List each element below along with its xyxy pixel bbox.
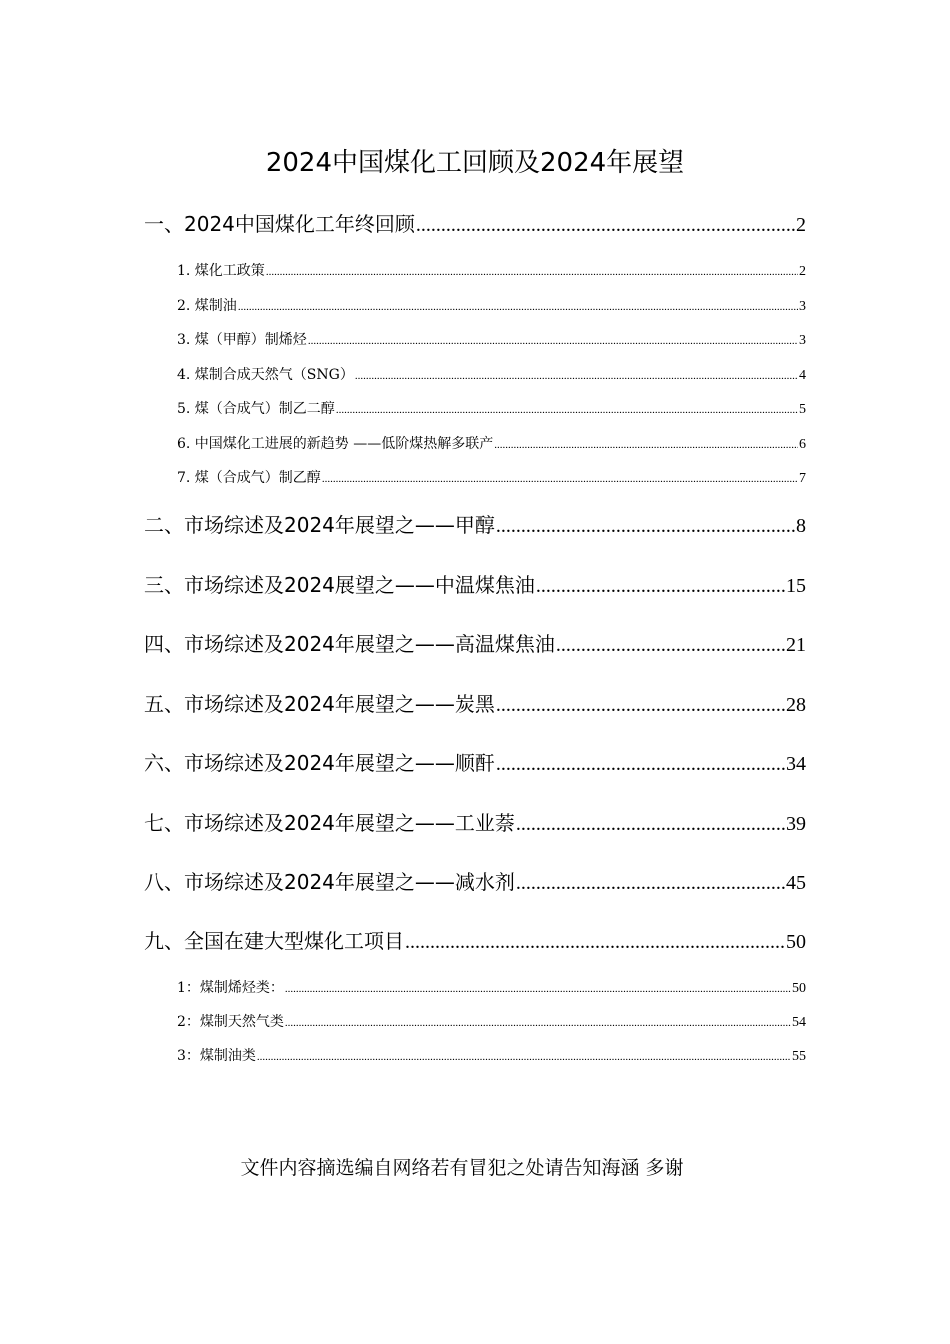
toc-entry-text: 1：煤制烯烃类： bbox=[177, 980, 284, 996]
toc-entry-text: 二、市场综述及2024年展望之——甲醇 bbox=[144, 513, 495, 537]
toc-entry-subsection[interactable] bbox=[177, 434, 806, 455]
toc-dot-leader bbox=[238, 297, 798, 317]
toc-entry-text: 6. 中国煤化工进展的新趋势 ——低阶煤热解多联产 bbox=[177, 436, 494, 452]
toc-page-number: 34 bbox=[786, 753, 806, 775]
toc-entry-section-3[interactable] bbox=[144, 570, 806, 601]
toc-dot-leader bbox=[496, 749, 785, 779]
toc-entry-section-9[interactable] bbox=[144, 926, 806, 957]
toc-dot-leader bbox=[285, 979, 791, 999]
toc-entry-text: 7. 煤（合成气）制乙醇 bbox=[177, 470, 321, 486]
toc-entry-text: 一、2024中国煤化工年终回顾 bbox=[144, 212, 415, 236]
toc-entry-section-2[interactable] bbox=[144, 510, 806, 541]
toc-dot-leader bbox=[266, 262, 798, 282]
toc-entry-section-7[interactable] bbox=[144, 808, 806, 839]
toc-dot-leader bbox=[285, 1013, 791, 1033]
toc-page-number: 8 bbox=[796, 515, 806, 537]
toc-dot-leader bbox=[536, 571, 785, 601]
toc-dot-leader bbox=[336, 400, 798, 420]
toc-dot-leader bbox=[308, 331, 798, 351]
toc-entry-subsection[interactable] bbox=[177, 296, 806, 317]
toc-entry-section-5[interactable] bbox=[144, 689, 806, 720]
toc-entry-subsection[interactable] bbox=[177, 365, 806, 386]
toc-page-number: 50 bbox=[792, 981, 806, 996]
toc-entry-text: 六、市场综述及2024年展望之——顺酐 bbox=[144, 751, 495, 775]
toc-entry-section-8[interactable] bbox=[144, 867, 806, 898]
toc-entry-text: 八、市场综述及2024年展望之——减水剂 bbox=[144, 870, 515, 894]
toc-entry-subsection[interactable] bbox=[177, 978, 806, 999]
toc-entry-subsection[interactable] bbox=[177, 1046, 806, 1067]
toc-dot-leader bbox=[496, 690, 785, 720]
toc-entry-text: 4. 煤制合成天然气（SNG） bbox=[177, 367, 354, 383]
toc-entry-subsection[interactable] bbox=[177, 261, 806, 282]
toc-dot-leader bbox=[322, 469, 798, 489]
toc-entry-subsection[interactable] bbox=[177, 1012, 806, 1033]
toc-page-number: 50 bbox=[786, 931, 806, 953]
toc-page-number: 21 bbox=[786, 634, 806, 656]
toc-page-number: 15 bbox=[786, 575, 806, 597]
toc-entry-text: 四、市场综述及2024年展望之——高温煤焦油 bbox=[144, 632, 555, 656]
toc-dot-leader bbox=[355, 366, 798, 386]
toc-entry-text: 五、市场综述及2024年展望之——炭黑 bbox=[144, 692, 495, 716]
toc-dot-leader bbox=[257, 1047, 791, 1067]
toc-entry-text: 3：煤制油类 bbox=[177, 1048, 256, 1064]
footer-disclaimer: 文件内容摘选编自网络若有冒犯之处请告知海涵 多谢 bbox=[240, 1157, 684, 1179]
toc-entry-text: 三、市场综述及2024展望之——中温煤焦油 bbox=[144, 573, 535, 597]
toc-entry-section-6[interactable] bbox=[144, 748, 806, 779]
toc-entry-section-1[interactable] bbox=[144, 209, 806, 240]
document-title: 2024中国煤化工回顾及2024年展望 bbox=[265, 148, 685, 178]
toc-page-number: 5 bbox=[799, 402, 806, 417]
toc-dot-leader bbox=[556, 630, 785, 660]
toc-page-number: 3 bbox=[799, 333, 806, 348]
toc-entry-subsection[interactable] bbox=[177, 330, 806, 351]
toc-entry-text: 九、全国在建大型煤化工项目 bbox=[144, 929, 404, 953]
toc-dot-leader bbox=[516, 809, 785, 839]
toc-dot-leader bbox=[416, 210, 795, 240]
toc-page-number: 3 bbox=[799, 299, 806, 314]
toc-dot-leader bbox=[516, 868, 785, 898]
toc-entry-text: 1. 煤化工政策 bbox=[177, 263, 265, 279]
toc-dot-leader bbox=[405, 927, 785, 957]
toc-page-number: 54 bbox=[792, 1015, 806, 1030]
toc-page-number: 7 bbox=[799, 471, 806, 486]
toc-entry-text: 5. 煤（合成气）制乙二醇 bbox=[177, 401, 335, 417]
toc-page-number: 28 bbox=[786, 694, 806, 716]
toc-entry-text: 2. 煤制油 bbox=[177, 298, 237, 314]
toc-dot-leader bbox=[496, 511, 795, 541]
toc-page-number: 6 bbox=[799, 437, 806, 452]
toc-entry-text: 七、市场综述及2024年展望之——工业萘 bbox=[144, 811, 515, 835]
toc-entry-subsection[interactable] bbox=[177, 399, 806, 420]
toc-page-number: 2 bbox=[799, 264, 806, 279]
toc-page-number: 4 bbox=[799, 368, 806, 383]
toc-page-number: 2 bbox=[796, 214, 806, 236]
toc-page-number: 45 bbox=[786, 872, 806, 894]
toc-entry-text: 2：煤制天然气类 bbox=[177, 1014, 284, 1030]
toc-dot-leader bbox=[494, 435, 798, 455]
toc-entry-subsection[interactable] bbox=[177, 468, 806, 489]
toc-page-number: 55 bbox=[792, 1049, 806, 1064]
toc-entry-text: 3. 煤（甲醇）制烯烃 bbox=[177, 332, 307, 348]
toc-entry-section-4[interactable] bbox=[144, 629, 806, 660]
toc-page-number: 39 bbox=[786, 813, 806, 835]
